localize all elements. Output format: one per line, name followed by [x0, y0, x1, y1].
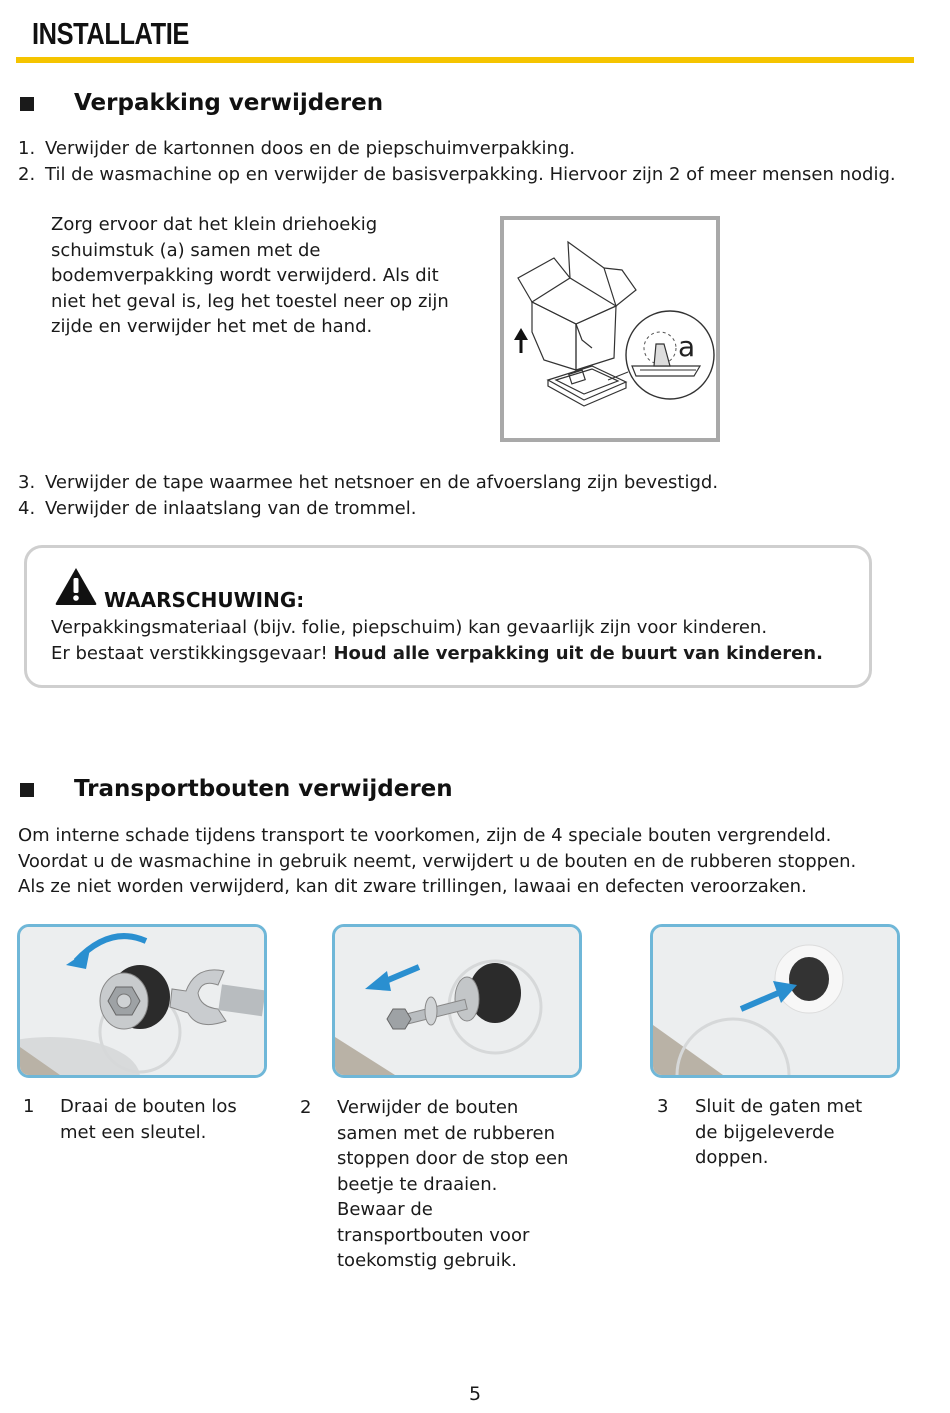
step-text: Verwijder de inlaatslang van de trommel.: [45, 497, 417, 519]
note-line: Zorg ervoor dat het klein driehoekig: [51, 214, 378, 235]
step-text: Verwijder de tape waarmee het netsnoer en de afvoerslang zijn bevestigd.: [45, 472, 719, 493]
box-lift-illustration: [504, 220, 716, 438]
packaging-steps-b: [18, 470, 918, 521]
photo-close-holes: [650, 924, 900, 1078]
step-line: Bewaar de: [337, 1199, 433, 1220]
warning-line: Verpakkingsmateriaal (bijv. folie, piepschuim) kan gevaarlijk zijn voor kinderen.: [51, 617, 768, 638]
foam-note: [51, 212, 471, 340]
photo-loosen-bolts: [17, 924, 267, 1078]
warning-plain-text: Er bestaat verstikkingsgevaar!: [51, 642, 334, 664]
base-packaging-icon: [548, 366, 626, 406]
list-item: [18, 136, 918, 162]
warning-line: [51, 641, 861, 667]
section-bullet-icon: [20, 97, 34, 111]
step-text: Verwijder de kartonnen doos en de piepschuimverpakking.: [45, 138, 576, 159]
section-title-transport-bolts: Transportbouten verwijderen: [74, 776, 453, 802]
foam-piece-detail-icon: [626, 311, 714, 399]
photo-remove-bolts: [332, 924, 582, 1078]
page-number: 5: [468, 1383, 482, 1405]
step-text: Til de wasmachine op en verwijder de basisverpakking. Hiervoor zijn 2 of meer mensen nodig.: [45, 163, 896, 185]
step-number: 1: [23, 1096, 35, 1117]
note-line: bodemverpakking wordt verwijderd. Als dit: [51, 265, 439, 286]
header-rule: [16, 57, 914, 63]
packaging-figure: [500, 216, 720, 442]
wrench-bolt-illustration: [20, 927, 264, 1075]
step-text-close: [695, 1094, 915, 1171]
step-text-loosen: [60, 1094, 280, 1145]
step-number: 4.: [18, 497, 36, 519]
step-line: de bijgeleverde: [695, 1121, 835, 1143]
step-line: doppen.: [695, 1147, 769, 1168]
step-number: 2.: [18, 163, 36, 185]
step-text-remove: [337, 1095, 597, 1274]
step-line: Verwijder de bouten: [337, 1097, 519, 1118]
warning-text: [51, 615, 861, 666]
hole-cap-illustration: [653, 927, 897, 1075]
warning-bold-text: Houd alle verpakking uit de buurt van kinderen.: [333, 642, 823, 664]
intro-line: Als ze niet worden verwijderd, kan dit zware trillingen, lawaai en defecten veroorzaken.: [18, 876, 807, 897]
note-line: schuimstuk (a) samen met de: [51, 239, 321, 261]
cardboard-box-icon: [518, 242, 636, 370]
figure-label-a: a: [678, 330, 696, 363]
list-item: [18, 496, 918, 522]
section-bullet-icon: [20, 783, 34, 797]
intro-line: Om interne schade tijdens transport te voorkomen, zijn de 4 speciale bouten vergrendeld.: [18, 825, 832, 846]
warning-box: [24, 545, 872, 688]
step-line: Draai de bouten los: [60, 1096, 237, 1117]
step-number: 3: [657, 1096, 669, 1117]
up-arrow-icon: [514, 328, 528, 353]
warning-triangle-icon: [54, 566, 98, 606]
warning-title: WAARSCHUWING:: [104, 588, 305, 612]
list-item: [18, 162, 918, 188]
step-line: transportbouten voor: [337, 1224, 530, 1246]
step-line: samen met de rubberen: [337, 1122, 555, 1144]
step-number: 3.: [18, 472, 36, 493]
packaging-steps-a: [18, 136, 918, 187]
step-number: 1.: [18, 138, 36, 159]
step-line: Sluit de gaten met: [695, 1096, 863, 1117]
section-title-packaging: Verpakking verwijderen: [74, 90, 384, 116]
step-line: beetje te draaien.: [337, 1173, 498, 1195]
transport-intro: [18, 823, 928, 900]
step-line: met een sleutel.: [60, 1121, 207, 1143]
list-item: [18, 470, 918, 496]
bolt-removal-illustration: [335, 927, 579, 1075]
step-line: toekomstig gebruik.: [337, 1250, 517, 1271]
note-line: zijde en verwijder het met de hand.: [51, 316, 373, 337]
note-line: niet het geval is, leg het toestel neer op zijn: [51, 290, 449, 312]
step-number: 2: [300, 1097, 312, 1118]
step-line: stoppen door de stop een: [337, 1148, 569, 1169]
page-header-title: INSTALLATIE: [32, 16, 189, 51]
intro-line: Voordat u de wasmachine in gebruik neemt, verwijdert u de bouten en de rubberen stoppen.: [18, 850, 857, 872]
